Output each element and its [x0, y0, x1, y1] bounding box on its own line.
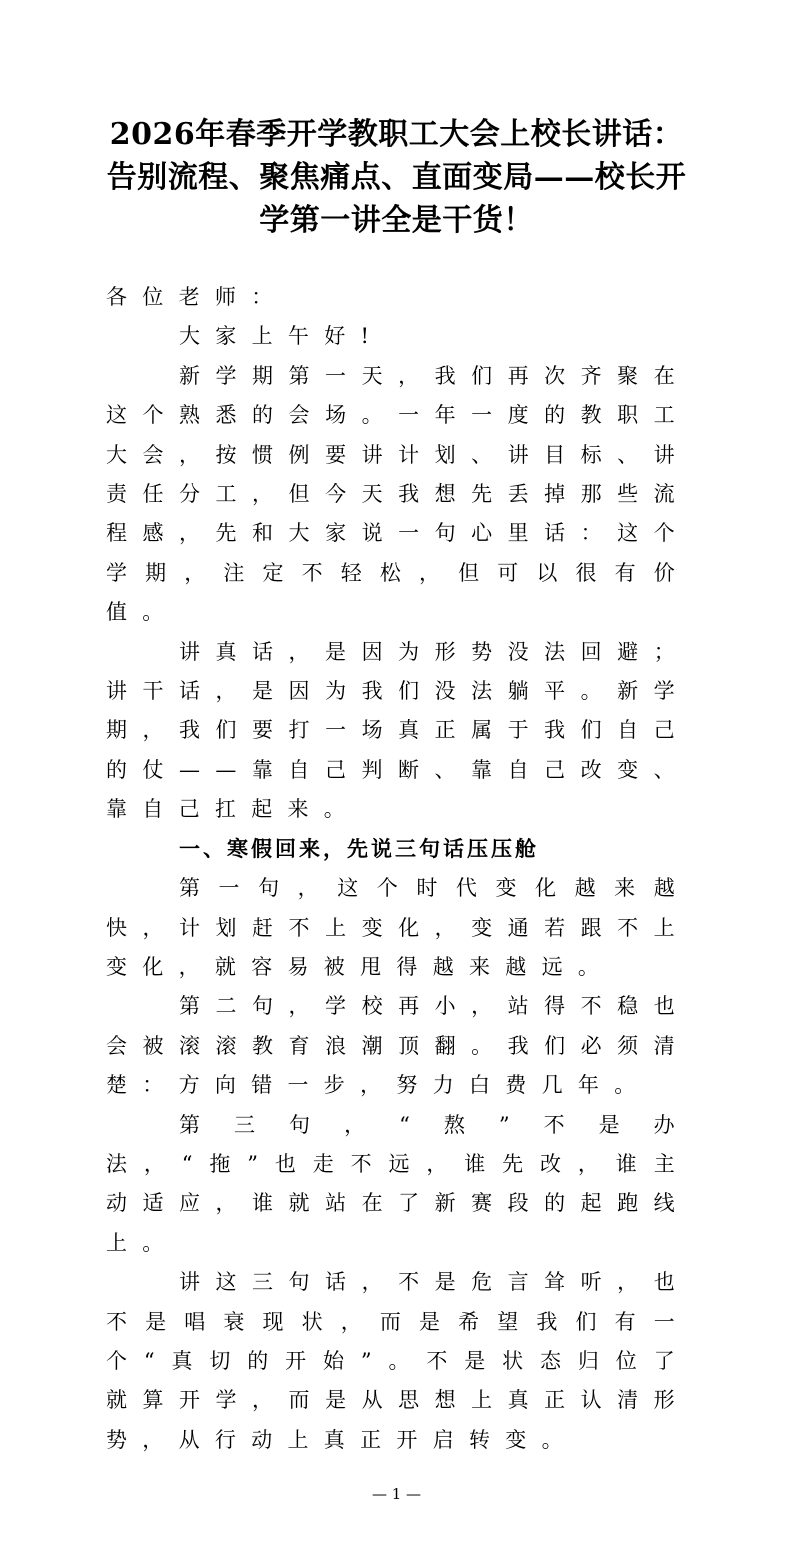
paragraph: 第二句，学校再小，站得不稳也会被滚滚教育浪潮顶翻。我们必须清楚：方向错一步，努力白费几年。 [106, 994, 690, 1098]
page-number: — 1 — [371, 1485, 422, 1504]
salutation: 各位老师： [106, 285, 288, 309]
document-title: 2026年春季开学教职工大会上校长讲话：告别流程、聚焦痛点、直面变局——校长开学第一讲全是干货！ [106, 117, 687, 238]
paragraph: 大家上午好! [179, 324, 385, 349]
section-heading: 一、寒假回来，先说三句话压压舱 [179, 836, 539, 861]
document-body [106, 278, 690, 1460]
paragraph: 讲真话，是因为形势没法回避；讲干话，是因为我们没法躺平。新学期，我们要打一场真正属于我们自己的仗——靠自己判断、靠自己改变、靠自己扛起来。 [106, 639, 690, 822]
paragraph: 讲这三句话，不是危言耸听，也不是唱衰现状，而是希望我们有一个“真切的开始”。不是状态归位了就算开学，而是从思想上真正认清形势，从行动上真正开启转变。 [106, 1270, 690, 1452]
paragraph: 第三句，“熬”不是办法，“拖”也走不远，谁先改，谁主动适应，谁就站在了新赛段的起跑线上。 [106, 1112, 690, 1255]
paragraph: 新学期第一天，我们再次齐聚在这个熟悉的会场。一年一度的教职工大会，按惯例要讲计划、讲目标、讲责任分工，但今天我想先丢掉那些流程感，先和大家说一句心里话：这个学期，注定不轻松，但可以很有价值。 [106, 363, 690, 625]
paragraph: 第一句，这个时代变化越来越快，计划赶不上变化，变通若跟不上变化，就容易被甩得越来越远。 [106, 876, 690, 979]
